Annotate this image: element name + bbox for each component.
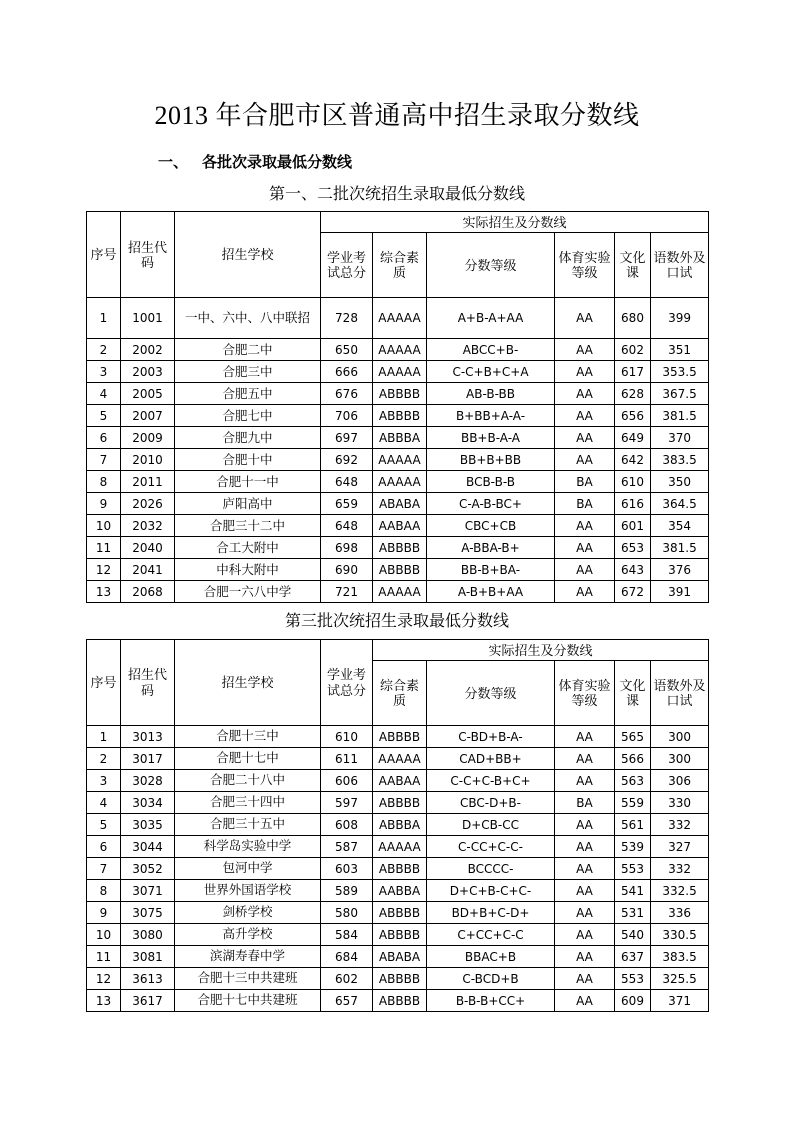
cell-index: 1 xyxy=(87,298,121,339)
cell-grade: C-BD+B-A- xyxy=(427,726,555,748)
cell-language: 330.5 xyxy=(651,924,709,946)
cell-index: 11 xyxy=(87,537,121,559)
cell-code: 3080 xyxy=(121,924,175,946)
table-row xyxy=(87,902,709,924)
table-row xyxy=(87,298,709,339)
cell-sport: AA xyxy=(555,449,615,471)
cell-total: 659 xyxy=(321,493,373,515)
cell-school: 世界外国语学校 xyxy=(175,880,321,902)
cell-code: 2068 xyxy=(121,581,175,603)
col-header-grade: 分数等级 xyxy=(427,233,555,298)
cell-code: 2041 xyxy=(121,559,175,581)
cell-grade: BB+B-A-A xyxy=(427,427,555,449)
table-row xyxy=(87,880,709,902)
section-heading xyxy=(86,153,708,173)
table-row xyxy=(87,748,709,770)
cell-language: 383.5 xyxy=(651,946,709,968)
col-header-sport: 体育实验等级 xyxy=(555,233,615,298)
cell-index: 3 xyxy=(87,361,121,383)
cell-language: 370 xyxy=(651,427,709,449)
table-1-caption: 第一、二批次统招生录取最低分数线 xyxy=(268,185,525,203)
cell-code: 2005 xyxy=(121,383,175,405)
table-row xyxy=(87,726,709,748)
cell-school: 合肥二中 xyxy=(175,339,321,361)
cell-school: 合肥十七中 xyxy=(175,748,321,770)
col-header-index: 序号 xyxy=(87,212,121,298)
cell-school: 庐阳高中 xyxy=(175,493,321,515)
cell-index: 1 xyxy=(87,726,121,748)
cell-code: 3081 xyxy=(121,946,175,968)
cell-grade: D+CB-CC xyxy=(427,814,555,836)
cell-school: 高升学校 xyxy=(175,924,321,946)
cell-language: 351 xyxy=(651,339,709,361)
cell-total: 584 xyxy=(321,924,373,946)
cell-school: 合肥七中 xyxy=(175,405,321,427)
cell-culture: 563 xyxy=(615,770,651,792)
cell-sport: AA xyxy=(555,770,615,792)
col-header-quality: 综合素质 xyxy=(373,233,427,298)
col-header-culture: 文化课 xyxy=(615,233,651,298)
cell-total: 648 xyxy=(321,471,373,493)
cell-quality: ABABA xyxy=(373,493,427,515)
cell-school: 合肥十三中共建班 xyxy=(175,968,321,990)
cell-school: 合肥十一中 xyxy=(175,471,321,493)
col-header-total: 学业考试总分 xyxy=(321,640,373,726)
cell-code: 2026 xyxy=(121,493,175,515)
cell-language: 330 xyxy=(651,792,709,814)
cell-grade: A-B+B+AA xyxy=(427,581,555,603)
cell-language: 364.5 xyxy=(651,493,709,515)
cell-sport: AA xyxy=(555,581,615,603)
cell-quality: AAAAA xyxy=(373,449,427,471)
cell-index: 12 xyxy=(87,968,121,990)
cell-language: 381.5 xyxy=(651,537,709,559)
table-2-body xyxy=(87,726,709,1012)
cell-grade: A+B-A+AA xyxy=(427,298,555,339)
cell-language: 300 xyxy=(651,748,709,770)
cell-culture: 561 xyxy=(615,814,651,836)
cell-school: 合肥三十四中 xyxy=(175,792,321,814)
col-header-total: 学业考试总分 xyxy=(321,233,373,298)
cell-total: 706 xyxy=(321,405,373,427)
cell-language: 350 xyxy=(651,471,709,493)
cell-sport: AA xyxy=(555,405,615,427)
cell-index: 9 xyxy=(87,493,121,515)
cell-culture: 642 xyxy=(615,449,651,471)
cell-quality: AAAAA xyxy=(373,361,427,383)
cell-sport: AA xyxy=(555,814,615,836)
cell-total: 608 xyxy=(321,814,373,836)
col-header-school: 招生学校 xyxy=(175,640,321,726)
cell-grade: AB-B-BB xyxy=(427,383,555,405)
cell-code: 3028 xyxy=(121,770,175,792)
cell-grade: BD+B+C-D+ xyxy=(427,902,555,924)
cell-school: 一中、六中、八中联招 xyxy=(175,298,321,339)
cell-index: 10 xyxy=(87,924,121,946)
table-row xyxy=(87,814,709,836)
cell-total: 698 xyxy=(321,537,373,559)
cell-grade: BBAC+B xyxy=(427,946,555,968)
table-row xyxy=(87,559,709,581)
cell-quality: ABBBB xyxy=(373,858,427,880)
table-row xyxy=(87,581,709,603)
table-row xyxy=(87,537,709,559)
cell-school: 合工大附中 xyxy=(175,537,321,559)
cell-index: 8 xyxy=(87,471,121,493)
cell-grade: CBC-D+B- xyxy=(427,792,555,814)
cell-code: 2003 xyxy=(121,361,175,383)
cell-sport: AA xyxy=(555,298,615,339)
cell-quality: AAAAA xyxy=(373,471,427,493)
cell-sport: AA xyxy=(555,383,615,405)
cell-total: 648 xyxy=(321,515,373,537)
cell-school: 剑桥学校 xyxy=(175,902,321,924)
cell-language: 332.5 xyxy=(651,880,709,902)
cell-culture: 566 xyxy=(615,748,651,770)
cell-culture: 531 xyxy=(615,902,651,924)
cell-quality: ABBBA xyxy=(373,427,427,449)
cell-grade: D+C+B-C+C- xyxy=(427,880,555,902)
cell-sport: BA xyxy=(555,792,615,814)
cell-culture: 602 xyxy=(615,339,651,361)
cell-culture: 565 xyxy=(615,726,651,748)
cell-total: 721 xyxy=(321,581,373,603)
cell-school: 科学岛实验中学 xyxy=(175,836,321,858)
cell-school: 合肥十三中 xyxy=(175,726,321,748)
table-2-header-row-1 xyxy=(87,640,709,661)
cell-grade: A-BBA-B+ xyxy=(427,537,555,559)
cell-quality: AAAAA xyxy=(373,836,427,858)
cell-culture: 616 xyxy=(615,493,651,515)
cell-grade: CBC+CB xyxy=(427,515,555,537)
cell-quality: AAAAA xyxy=(373,581,427,603)
cell-code: 3617 xyxy=(121,990,175,1012)
cell-code: 2009 xyxy=(121,427,175,449)
table-2-head xyxy=(87,640,709,726)
cell-language: 306 xyxy=(651,770,709,792)
cell-index: 2 xyxy=(87,339,121,361)
cell-culture: 609 xyxy=(615,990,651,1012)
cell-culture: 656 xyxy=(615,405,651,427)
cell-code: 3013 xyxy=(121,726,175,748)
cell-total: 684 xyxy=(321,946,373,968)
cell-quality: ABBBB xyxy=(373,405,427,427)
cell-total: 580 xyxy=(321,902,373,924)
page-title: 2013 年合肥市区普通高中招生录取分数线 xyxy=(154,101,640,130)
col-header-group: 实际招生及分数线 xyxy=(373,640,709,661)
cell-sport: AA xyxy=(555,946,615,968)
cell-code: 2002 xyxy=(121,339,175,361)
cell-sport: AA xyxy=(555,361,615,383)
cell-total: 602 xyxy=(321,968,373,990)
cell-code: 3034 xyxy=(121,792,175,814)
cell-language: 336 xyxy=(651,902,709,924)
cell-grade: C-A-B-BC+ xyxy=(427,493,555,515)
cell-quality: ABABA xyxy=(373,946,427,968)
table-row xyxy=(87,946,709,968)
cell-sport: AA xyxy=(555,726,615,748)
cell-school: 中科大附中 xyxy=(175,559,321,581)
cell-grade: BB-B+BA- xyxy=(427,559,555,581)
cell-sport: AA xyxy=(555,836,615,858)
table-row xyxy=(87,792,709,814)
cell-language: 399 xyxy=(651,298,709,339)
cell-grade: C-BCD+B xyxy=(427,968,555,990)
table-row xyxy=(87,493,709,515)
cell-quality: AAAAA xyxy=(373,748,427,770)
cell-code: 3613 xyxy=(121,968,175,990)
cell-quality: ABBBB xyxy=(373,968,427,990)
cell-language: 325.5 xyxy=(651,968,709,990)
cell-code: 2032 xyxy=(121,515,175,537)
score-table-batch-3 xyxy=(86,639,709,1012)
cell-sport: AA xyxy=(555,924,615,946)
table-row xyxy=(87,449,709,471)
cell-quality: ABBBB xyxy=(373,383,427,405)
table-row xyxy=(87,515,709,537)
cell-total: 692 xyxy=(321,449,373,471)
col-header-code: 招生代码 xyxy=(121,640,175,726)
cell-index: 10 xyxy=(87,515,121,537)
cell-sport: AA xyxy=(555,748,615,770)
cell-total: 611 xyxy=(321,748,373,770)
cell-school: 合肥十七中共建班 xyxy=(175,990,321,1012)
cell-school: 合肥二十八中 xyxy=(175,770,321,792)
cell-total: 728 xyxy=(321,298,373,339)
cell-grade: BCB-B-B xyxy=(427,471,555,493)
cell-culture: 610 xyxy=(615,471,651,493)
cell-language: 332 xyxy=(651,814,709,836)
cell-index: 7 xyxy=(87,449,121,471)
cell-grade: BB+B+BB xyxy=(427,449,555,471)
cell-school: 滨湖寿春中学 xyxy=(175,946,321,968)
cell-total: 697 xyxy=(321,427,373,449)
table-row xyxy=(87,968,709,990)
cell-sport: AA xyxy=(555,990,615,1012)
cell-index: 7 xyxy=(87,858,121,880)
cell-sport: AA xyxy=(555,515,615,537)
cell-index: 13 xyxy=(87,990,121,1012)
section-label: 各批次录取最低分数线 xyxy=(202,153,353,172)
cell-quality: AABAA xyxy=(373,515,427,537)
cell-code: 3017 xyxy=(121,748,175,770)
cell-code: 3035 xyxy=(121,814,175,836)
cell-index: 12 xyxy=(87,559,121,581)
col-header-group: 实际招生及分数线 xyxy=(321,212,709,233)
cell-code: 2010 xyxy=(121,449,175,471)
section-number: 一、 xyxy=(158,153,189,172)
cell-code: 2007 xyxy=(121,405,175,427)
cell-index: 5 xyxy=(87,405,121,427)
cell-total: 690 xyxy=(321,559,373,581)
cell-culture: 680 xyxy=(615,298,651,339)
cell-quality: ABBBB xyxy=(373,902,427,924)
table-row xyxy=(87,471,709,493)
cell-code: 3075 xyxy=(121,902,175,924)
cell-code: 3071 xyxy=(121,880,175,902)
cell-language: 391 xyxy=(651,581,709,603)
cell-culture: 617 xyxy=(615,361,651,383)
table-row xyxy=(87,836,709,858)
cell-school: 合肥三中 xyxy=(175,361,321,383)
cell-grade: C+CC+C-C xyxy=(427,924,555,946)
cell-sport: AA xyxy=(555,880,615,902)
cell-total: 597 xyxy=(321,792,373,814)
cell-index: 5 xyxy=(87,814,121,836)
cell-quality: ABBBB xyxy=(373,990,427,1012)
cell-sport: AA xyxy=(555,537,615,559)
cell-school: 合肥三十二中 xyxy=(175,515,321,537)
cell-language: 376 xyxy=(651,559,709,581)
cell-culture: 601 xyxy=(615,515,651,537)
cell-index: 6 xyxy=(87,427,121,449)
col-header-culture: 文化课 xyxy=(615,661,651,726)
cell-index: 4 xyxy=(87,792,121,814)
table-1-head xyxy=(87,212,709,298)
cell-sport: BA xyxy=(555,493,615,515)
cell-culture: 553 xyxy=(615,968,651,990)
cell-index: 2 xyxy=(87,748,121,770)
cell-quality: ABBBA xyxy=(373,814,427,836)
cell-language: 354 xyxy=(651,515,709,537)
table-row xyxy=(87,924,709,946)
cell-school: 合肥一六八中学 xyxy=(175,581,321,603)
cell-quality: ABBBB xyxy=(373,924,427,946)
cell-school: 合肥九中 xyxy=(175,427,321,449)
cell-total: 657 xyxy=(321,990,373,1012)
table-row xyxy=(87,858,709,880)
cell-code: 2011 xyxy=(121,471,175,493)
table-1-body xyxy=(87,298,709,603)
cell-index: 6 xyxy=(87,836,121,858)
cell-total: 610 xyxy=(321,726,373,748)
cell-culture: 559 xyxy=(615,792,651,814)
cell-total: 606 xyxy=(321,770,373,792)
cell-culture: 540 xyxy=(615,924,651,946)
cell-quality: ABBBB xyxy=(373,792,427,814)
cell-culture: 649 xyxy=(615,427,651,449)
cell-language: 332 xyxy=(651,858,709,880)
cell-grade: C-C+B+C+A xyxy=(427,361,555,383)
table-row xyxy=(87,339,709,361)
cell-sport: AA xyxy=(555,559,615,581)
cell-language: 381.5 xyxy=(651,405,709,427)
col-header-school: 招生学校 xyxy=(175,212,321,298)
cell-total: 589 xyxy=(321,880,373,902)
cell-sport: BA xyxy=(555,471,615,493)
cell-quality: ABBBB xyxy=(373,726,427,748)
cell-culture: 553 xyxy=(615,858,651,880)
cell-school: 包河中学 xyxy=(175,858,321,880)
cell-language: 383.5 xyxy=(651,449,709,471)
cell-language: 371 xyxy=(651,990,709,1012)
cell-index: 4 xyxy=(87,383,121,405)
cell-grade: B+BB+A-A- xyxy=(427,405,555,427)
cell-sport: AA xyxy=(555,339,615,361)
col-header-index: 序号 xyxy=(87,640,121,726)
cell-sport: AA xyxy=(555,968,615,990)
cell-language: 327 xyxy=(651,836,709,858)
cell-culture: 628 xyxy=(615,383,651,405)
cell-school: 合肥十中 xyxy=(175,449,321,471)
cell-index: 13 xyxy=(87,581,121,603)
cell-culture: 539 xyxy=(615,836,651,858)
col-header-code: 招生代码 xyxy=(121,212,175,298)
cell-quality: AABBA xyxy=(373,880,427,902)
cell-school: 合肥五中 xyxy=(175,383,321,405)
cell-code: 3044 xyxy=(121,836,175,858)
table-row xyxy=(87,361,709,383)
cell-total: 676 xyxy=(321,383,373,405)
cell-grade: B-B-B+CC+ xyxy=(427,990,555,1012)
cell-sport: AA xyxy=(555,902,615,924)
col-header-language: 语数外及口试 xyxy=(651,233,709,298)
col-header-quality: 综合素质 xyxy=(373,661,427,726)
cell-sport: AA xyxy=(555,858,615,880)
table-row xyxy=(87,405,709,427)
table-row xyxy=(87,427,709,449)
cell-index: 9 xyxy=(87,902,121,924)
cell-culture: 541 xyxy=(615,880,651,902)
cell-total: 666 xyxy=(321,361,373,383)
col-header-language: 语数外及口试 xyxy=(651,661,709,726)
cell-language: 367.5 xyxy=(651,383,709,405)
table-row xyxy=(87,990,709,1012)
cell-code: 3052 xyxy=(121,858,175,880)
col-header-grade: 分数等级 xyxy=(427,661,555,726)
table-2-caption: 第三批次统招生录取最低分数线 xyxy=(284,613,509,631)
cell-quality: AAAAA xyxy=(373,298,427,339)
cell-total: 650 xyxy=(321,339,373,361)
cell-grade: C-CC+C-C- xyxy=(427,836,555,858)
cell-culture: 672 xyxy=(615,581,651,603)
cell-grade: ABCC+B- xyxy=(427,339,555,361)
cell-quality: ABBBB xyxy=(373,537,427,559)
table-row xyxy=(87,770,709,792)
cell-sport: AA xyxy=(555,427,615,449)
cell-quality: ABBBB xyxy=(373,559,427,581)
cell-code: 1001 xyxy=(121,298,175,339)
cell-total: 603 xyxy=(321,858,373,880)
cell-index: 11 xyxy=(87,946,121,968)
cell-code: 2040 xyxy=(121,537,175,559)
cell-index: 3 xyxy=(87,770,121,792)
cell-language: 300 xyxy=(651,726,709,748)
score-table-batch-1-2 xyxy=(86,211,709,603)
cell-grade: CAD+BB+ xyxy=(427,748,555,770)
cell-school: 合肥三十五中 xyxy=(175,814,321,836)
cell-total: 587 xyxy=(321,836,373,858)
cell-language: 353.5 xyxy=(651,361,709,383)
table-1-header-row-1 xyxy=(87,212,709,233)
cell-quality: AABAA xyxy=(373,770,427,792)
cell-grade: C-C+C-B+C+ xyxy=(427,770,555,792)
cell-grade: BCCCC- xyxy=(427,858,555,880)
cell-quality: AAAAA xyxy=(373,339,427,361)
cell-culture: 653 xyxy=(615,537,651,559)
col-header-sport: 体育实验等级 xyxy=(555,661,615,726)
cell-culture: 637 xyxy=(615,946,651,968)
cell-index: 8 xyxy=(87,880,121,902)
table-row xyxy=(87,383,709,405)
cell-culture: 643 xyxy=(615,559,651,581)
